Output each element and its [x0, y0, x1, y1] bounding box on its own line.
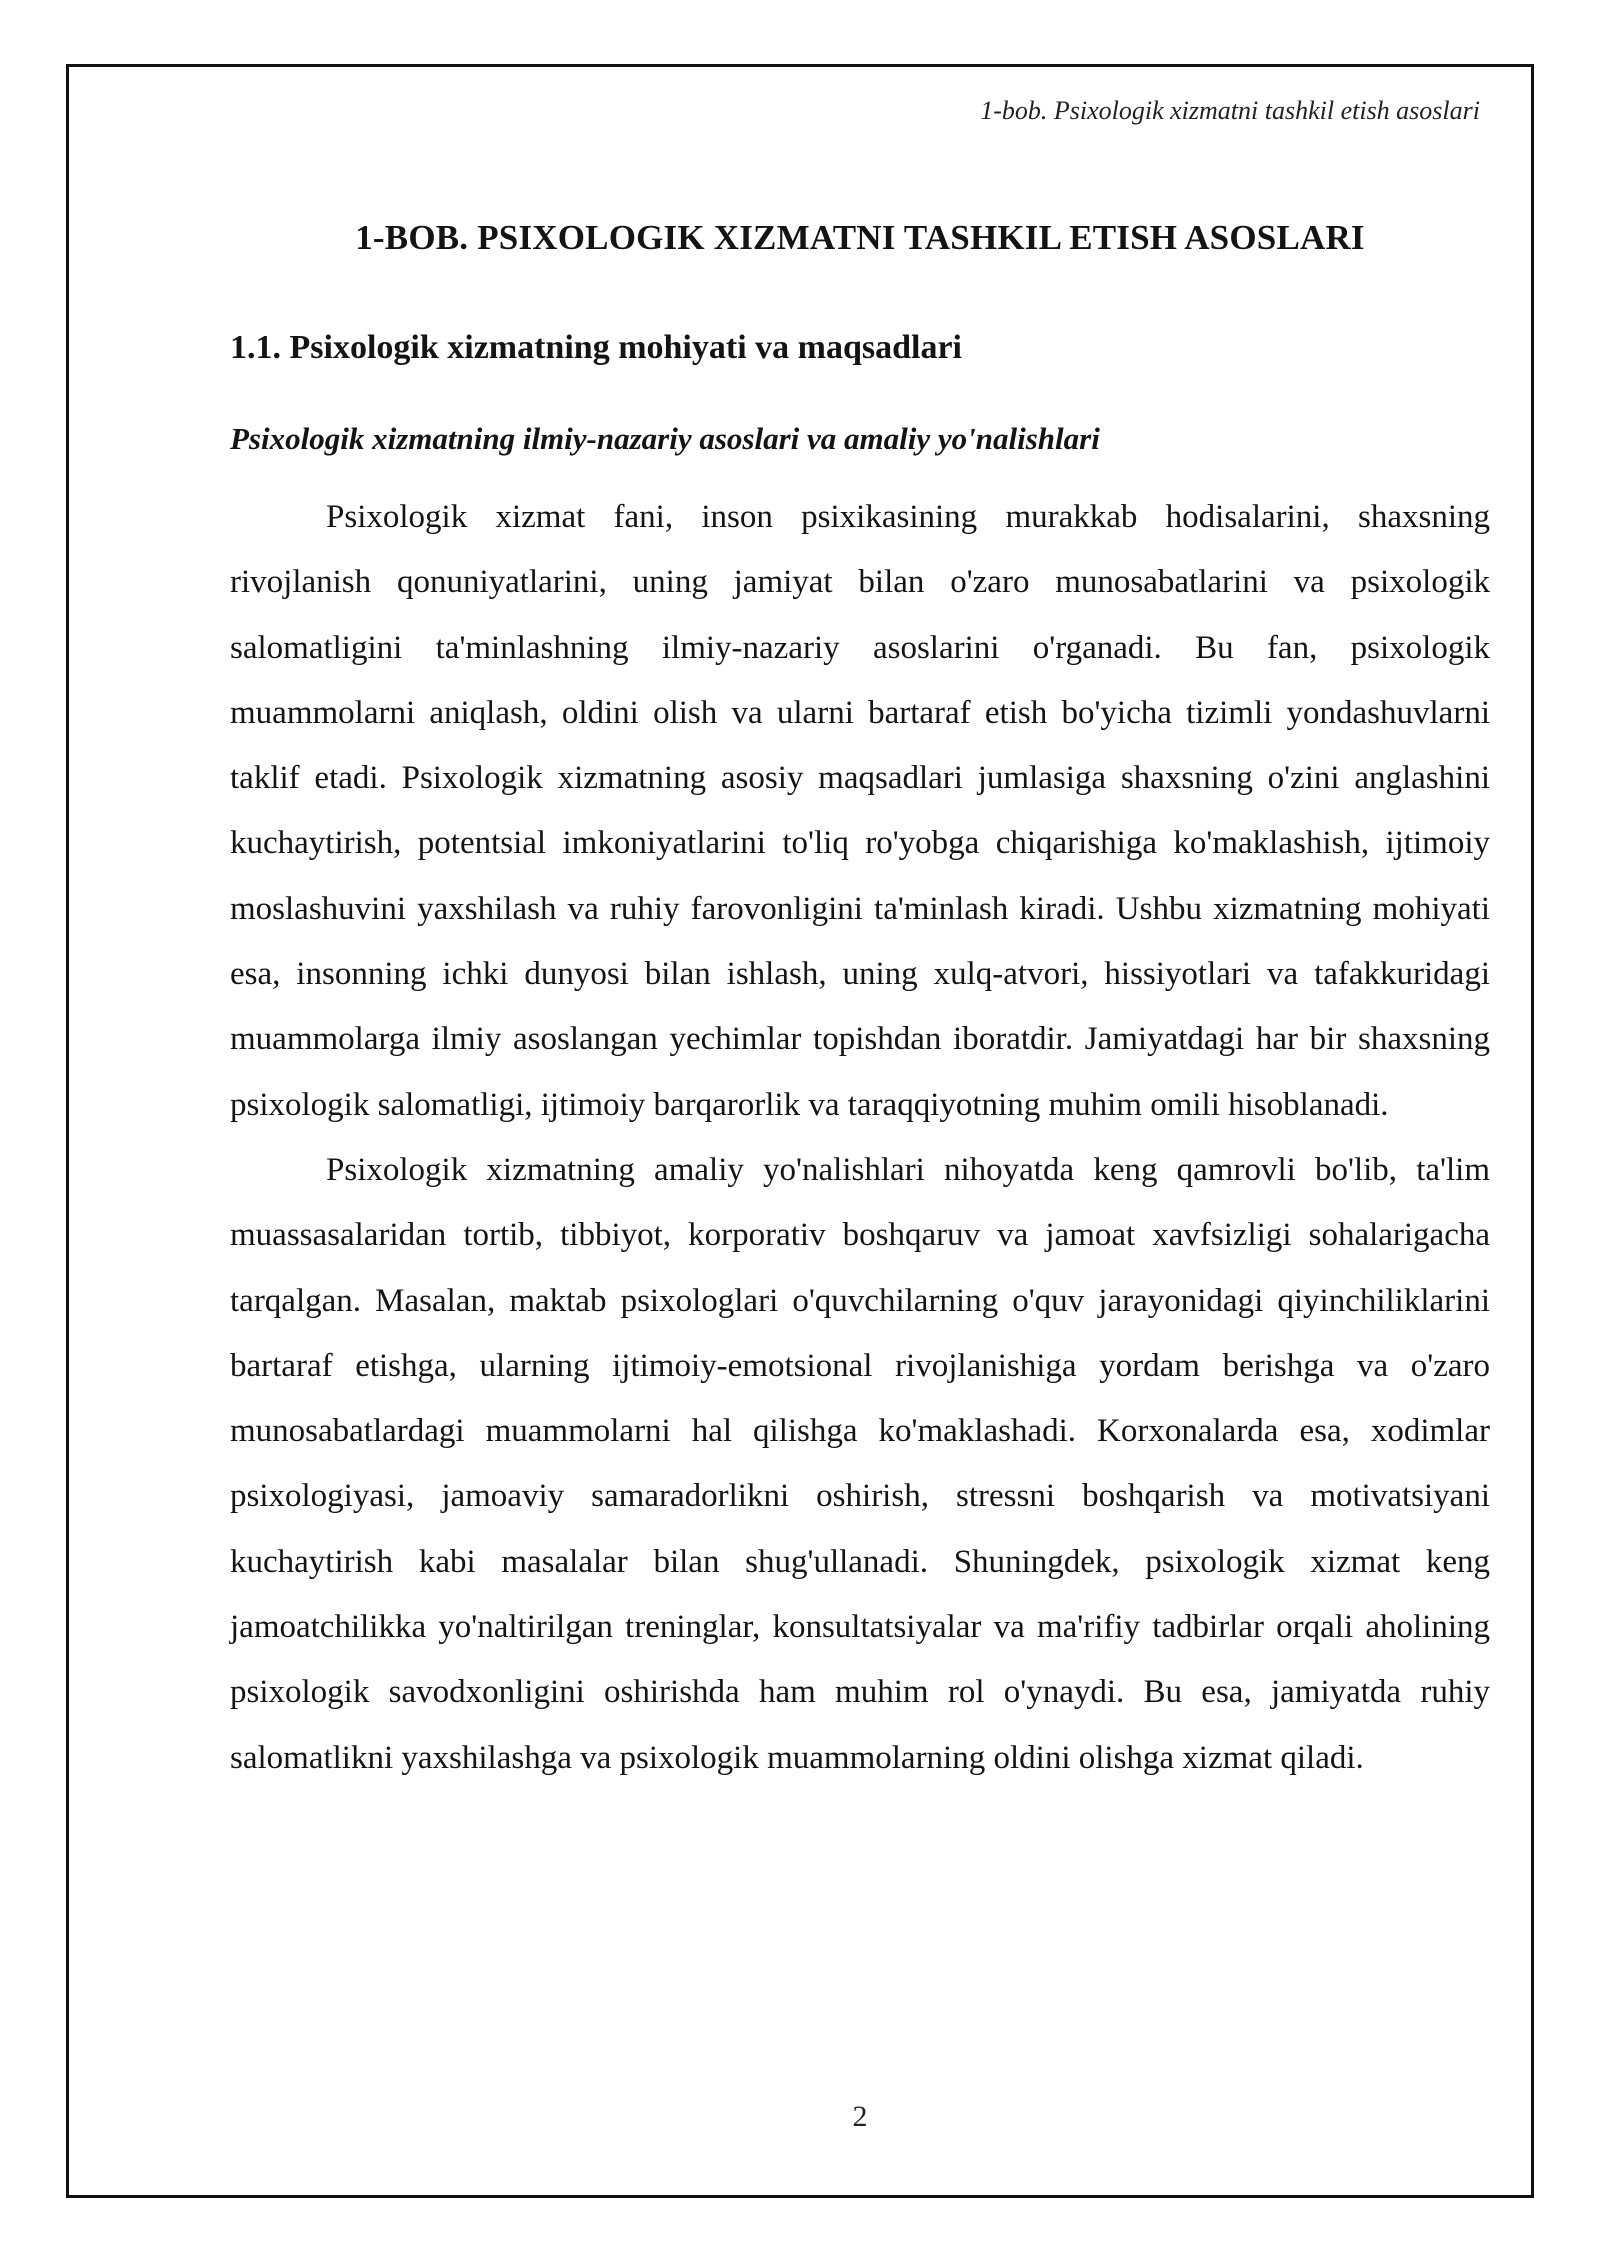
chapter-title: 1-BOB. PSIXOLOGIK XIZMATNI TASHKIL ETISH ASOSLARI — [355, 218, 1365, 257]
page-number: 2 — [852, 2100, 868, 2133]
paragraph-2: Psixologik xizmatning amaliy yo'nalishlari nihoyatda keng qamrovli bo'lib, ta'lim muassasalaridan tortib, tibbiyot, korporativ boshqaruv va jamoat xavfsizligi sohalarigacha tarqalgan. Masalan, maktab psixologlari o'quvchilarning o'quv jarayonidagi qiyinchiliklarini bartaraf etishga, ularning ijtimoiy-emotsional rivojlanishiga yordam berishga va o'zaro munosabatlardagi muammolarni hal qilishga ko'maklashadi. Korxonalarda esa, xodimlar psixologiyasi, jamoaviy samaradorlikni oshirish, stressni boshqarish va motivatsiyani kuchaytirish kabi masalalar bilan shug'ullanadi. Shuningdek, psixologik xizmat keng jamoatchilikka yo'naltirilgan treninglar, konsultatsiyalar va ma'rifiy tadbirlar orqali aholining psixologik savodxonligini oshirishda ham muhim rol o'ynaydi. Bu esa, jamiyatda ruhiy salomatlikni yaxshilashga va psixologik muammolarning oldini olishga xizmat qiladi. — [230, 1151, 1490, 1776]
running-header: 1-bob. Psixologik xizmatni tashkil etish asoslari — [980, 96, 1480, 125]
subsection-title: Psixologik xizmatning ilmiy-nazariy asoslari va amaliy yo'nalishlari — [230, 421, 1100, 456]
section-title: 1.1. Psixologik xizmatning mohiyati va maqsadlari — [230, 329, 962, 366]
body-text — [230, 485, 1490, 1791]
paragraph-1: Psixologik xizmat fani, inson psixikasining murakkab hodisalarini, shaxsning rivojlanish qonuniyatlarini, uning jamiyat bilan o'zaro munosabatlarini va psixologik salomatligini ta'minlashning ilmiy-nazariy asoslarini o'rganadi. Bu fan, psixologik muammolarni aniqlash, oldini olish va ularni bartaraf etish bo'yicha tizimli yondashuvlarni taklif etadi. Psixologik xizmatning asosiy maqsadlari jumlasiga shaxsning o'zini anglashini kuchaytirish, potentsial imkoniyatlarini to'liq ro'yobga chiqarishiga ko'maklashish, ijtimoiy moslashuvini yaxshilash va ruhiy farovonligini ta'minlash kiradi. Ushbu xizmatning mohiyati esa, insonning ichki dunyosi bilan ishlash, uning xulq-atvori, hissiyotlari va tafakkuridagi muammolarga ilmiy asoslangan yechimlar topishdan iboratdir. Jamiyatdagi har bir shaxsning psixologik salomatligi, ijtimoiy barqarorlik va taraqqiyotning muhim omili hisoblanadi. — [230, 499, 1490, 1123]
